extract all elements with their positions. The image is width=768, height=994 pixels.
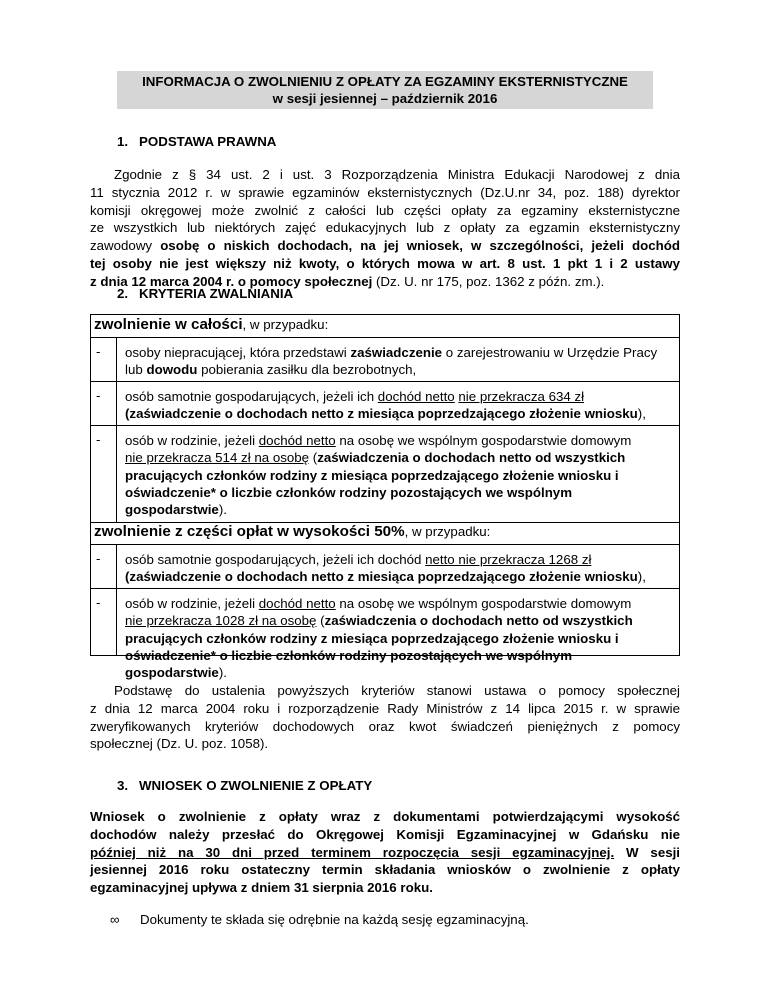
pc1-text-a: osób samotnie gospodarujących, jeżeli ich dochód xyxy=(125,552,426,567)
s1-line-5b: osobę o niskich dochodach, na jej wniosek, w szczególności, jeżeli dochód xyxy=(160,238,680,254)
s1-line-7b: (Dz. U. nr 175, poz. 1362 z późn. zm.). xyxy=(372,273,605,289)
s3-line-3a: później niż na 30 dni przed terminem rozpoczęcia sesji egzaminacyjnej. xyxy=(90,844,615,860)
fc1-text-f: pobierania zasiłku dla bezrobotnych, xyxy=(197,362,417,378)
bullet-item xyxy=(110,912,529,927)
fc3-text-i: gospodarstwie xyxy=(125,502,219,518)
list-dash: - xyxy=(91,381,117,425)
list-dash: - xyxy=(91,425,117,522)
pc2-text-h: oświadczenie* o liczbie członków rodziny pozostających we wspólnym xyxy=(125,647,573,663)
full-exemption-suffix: , w przypadku: xyxy=(242,317,329,332)
fc1-text-a: osoby niepracującej, która przedstawi xyxy=(125,345,351,360)
partial-exemption-header xyxy=(91,522,679,545)
pc2-text-c: na osobę we wspólnym gospodarstwie domowym xyxy=(335,596,632,611)
s3-line-1: Wniosek o zwolnienie z opłaty wraz z dokumentami potwierdzającymi wysokość xyxy=(90,809,680,824)
s3-line-4: jesiennej 2016 roku ostateczny termin składania wniosków o zwolnienie z opłaty xyxy=(90,862,680,878)
partial-criterion-2 xyxy=(91,588,679,681)
section-3-heading xyxy=(117,778,372,793)
partial-exemption-suffix: , w przypadku: xyxy=(404,524,491,539)
pc1-text-b: netto nie przekracza 1268 zł xyxy=(425,552,592,567)
criteria-table xyxy=(90,314,680,681)
fc3-text-a: osób w rodzinie, jeżeli xyxy=(125,433,259,448)
basis-line-4: społecznej (Dz. U. poz. 1058). xyxy=(90,736,269,752)
fc2-text-f: ), xyxy=(637,406,646,422)
fc2-text-e: (zaświadczenie o dochodach netto z miesiąca poprzedzającego złożenie wniosku xyxy=(125,406,638,422)
s3-line-2: dochodów należy przesłać do Okręgowej Komisji Egzaminacyjnej w Gdańsku nie xyxy=(90,826,680,842)
basis-line-2: z dnia 12 marca 2004 roku i rozporządzenie Rady Ministrów z 14 lipca 2015 r. w sprawie xyxy=(90,700,680,716)
s1-line-5a: zawodowy xyxy=(90,238,161,254)
pc2-text-j: ). xyxy=(218,665,227,681)
fc1-text-b: zaświadczenie xyxy=(350,345,443,360)
full-exemption-header xyxy=(91,315,679,338)
pc1-text-f: ), xyxy=(637,569,646,585)
pc2-text-e: ( xyxy=(316,613,325,629)
section-1-number: 1. xyxy=(117,134,129,149)
section-1-paragraph xyxy=(90,166,680,291)
full-criterion-1 xyxy=(91,337,679,382)
fc1-text-e: dowodu xyxy=(146,362,198,378)
section-1-heading xyxy=(117,134,276,149)
s1-line-2: 11 stycznia 2012 r. w sprawie egzaminów eksternistycznych (Dz.U.nr 34, poz. 188) dyrektor xyxy=(90,184,680,200)
fc2-text-b: dochód netto xyxy=(377,389,455,404)
s1-line-3: komisji okręgowej może zwolnić z całości lub części opłaty za egzaminy eksternistyczne xyxy=(90,202,680,218)
basis-line-1: Podstawę do ustalenia powyższych kryteriów stanowi ustawa o pomocy społecznej xyxy=(114,683,680,698)
fc3-text-j: ). xyxy=(218,502,227,518)
s3-line-3b: W sesji xyxy=(614,844,680,860)
s1-line-1: Zgodnie z § 34 ust. 2 i ust. 3 Rozporządzenia Ministra Edukacji Narodowej z dnia xyxy=(114,167,680,182)
fc1-text-c: o zarejestrowaniu w Urzędzie Pracy xyxy=(442,345,658,360)
section-3-number: 3. xyxy=(117,778,129,793)
section-3-paragraph xyxy=(90,808,680,897)
section-2-title: KRYTERIA ZWALNIANIA xyxy=(139,286,294,301)
pc2-text-a: osób w rodzinie, jeżeli xyxy=(125,596,259,611)
fc3-text-g: pracujących członków rodziny z miesiąca poprzedzającego złożenie wniosku i xyxy=(125,467,619,483)
fc2-text-d: nie przekracza 634 zł xyxy=(458,389,585,404)
partial-criterion-1 xyxy=(91,544,679,589)
pc2-text-f: zaświadczenia o dochodach netto od wszystkich xyxy=(324,613,633,629)
s3-line-5: egzaminacyjnej upływa z dniem 31 sierpnia 2016 roku. xyxy=(90,880,433,896)
full-criterion-3 xyxy=(91,425,679,523)
pc2-text-b: dochód netto xyxy=(258,596,336,611)
pc2-text-g: pracujących członków rodziny z miesiąca poprzedzającego złożenie wniosku i xyxy=(125,630,619,646)
fc3-text-e: ( xyxy=(309,450,318,466)
s1-line-6: tej osoby nie jest większy niż kwoty, o których mowa w art. 8 ust. 1 pkt 1 i 2 ustawy xyxy=(90,255,680,271)
partial-exemption-title: zwolnienie z części opłat w wysokości 50% xyxy=(94,523,405,540)
fc1-text-d: lub xyxy=(125,362,147,378)
s1-line-7a: z dnia 12 marca 2004 r. o pomocy społecznej xyxy=(90,273,373,289)
fc3-text-c: na osobę we wspólnym gospodarstwie domowym xyxy=(335,433,632,448)
fc3-text-h: oświadczenie* o liczbie członków rodziny pozostających we wspólnym xyxy=(125,484,573,500)
title-line-2: w sesji jesiennej – październik 2016 xyxy=(272,91,498,106)
title-line-1: INFORMACJA O ZWOLNIENIU Z OPŁATY ZA EGZAMINY EKSTERNISTYCZNE xyxy=(142,74,628,89)
fc2-text-a: osób samotnie gospodarujących, jeżeli ich xyxy=(125,389,378,404)
fc3-text-d: nie przekracza 514 zł na osobę xyxy=(125,450,310,466)
section-2-heading xyxy=(117,286,293,301)
section-1-title: PODSTAWA PRAWNA xyxy=(139,134,277,149)
list-dash: - xyxy=(91,544,117,588)
full-exemption-title: zwolnienie w całości xyxy=(94,316,243,333)
fc3-text-b: dochód netto xyxy=(258,433,336,448)
list-dash: - xyxy=(91,588,117,655)
basis-paragraph xyxy=(90,682,680,753)
pc1-text-e: (zaświadczenie o dochodach netto z miesiąca poprzedzającego złożenie wniosku xyxy=(125,569,638,585)
pc2-text-i: gospodarstwie xyxy=(125,665,219,681)
section-2-number: 2. xyxy=(117,286,129,301)
pc2-text-d: nie przekracza 1028 zł na osobę xyxy=(125,613,317,629)
full-criterion-2 xyxy=(91,381,679,426)
basis-line-3: zweryfikowanych kryteriów dochodowych oraz kwot świadczeń pieniężnych z pomocy xyxy=(90,718,680,734)
infinity-bullet-icon: ∞ xyxy=(110,912,120,927)
bullet-text: Dokumenty te składa się odrębnie na każdą sesję egzaminacyjną. xyxy=(140,912,529,927)
list-dash: - xyxy=(91,337,117,381)
s1-line-4: ze wszystkich lub niektórych zajęć edukacyjnych lub z opłaty za egzamin eksternistyczny xyxy=(90,220,680,236)
section-3-title: WNIOSEK O ZWOLNIENIE Z OPŁATY xyxy=(139,778,373,793)
document-title xyxy=(117,71,653,109)
fc3-text-f: zaświadczenia o dochodach netto od wszystkich xyxy=(317,450,626,466)
